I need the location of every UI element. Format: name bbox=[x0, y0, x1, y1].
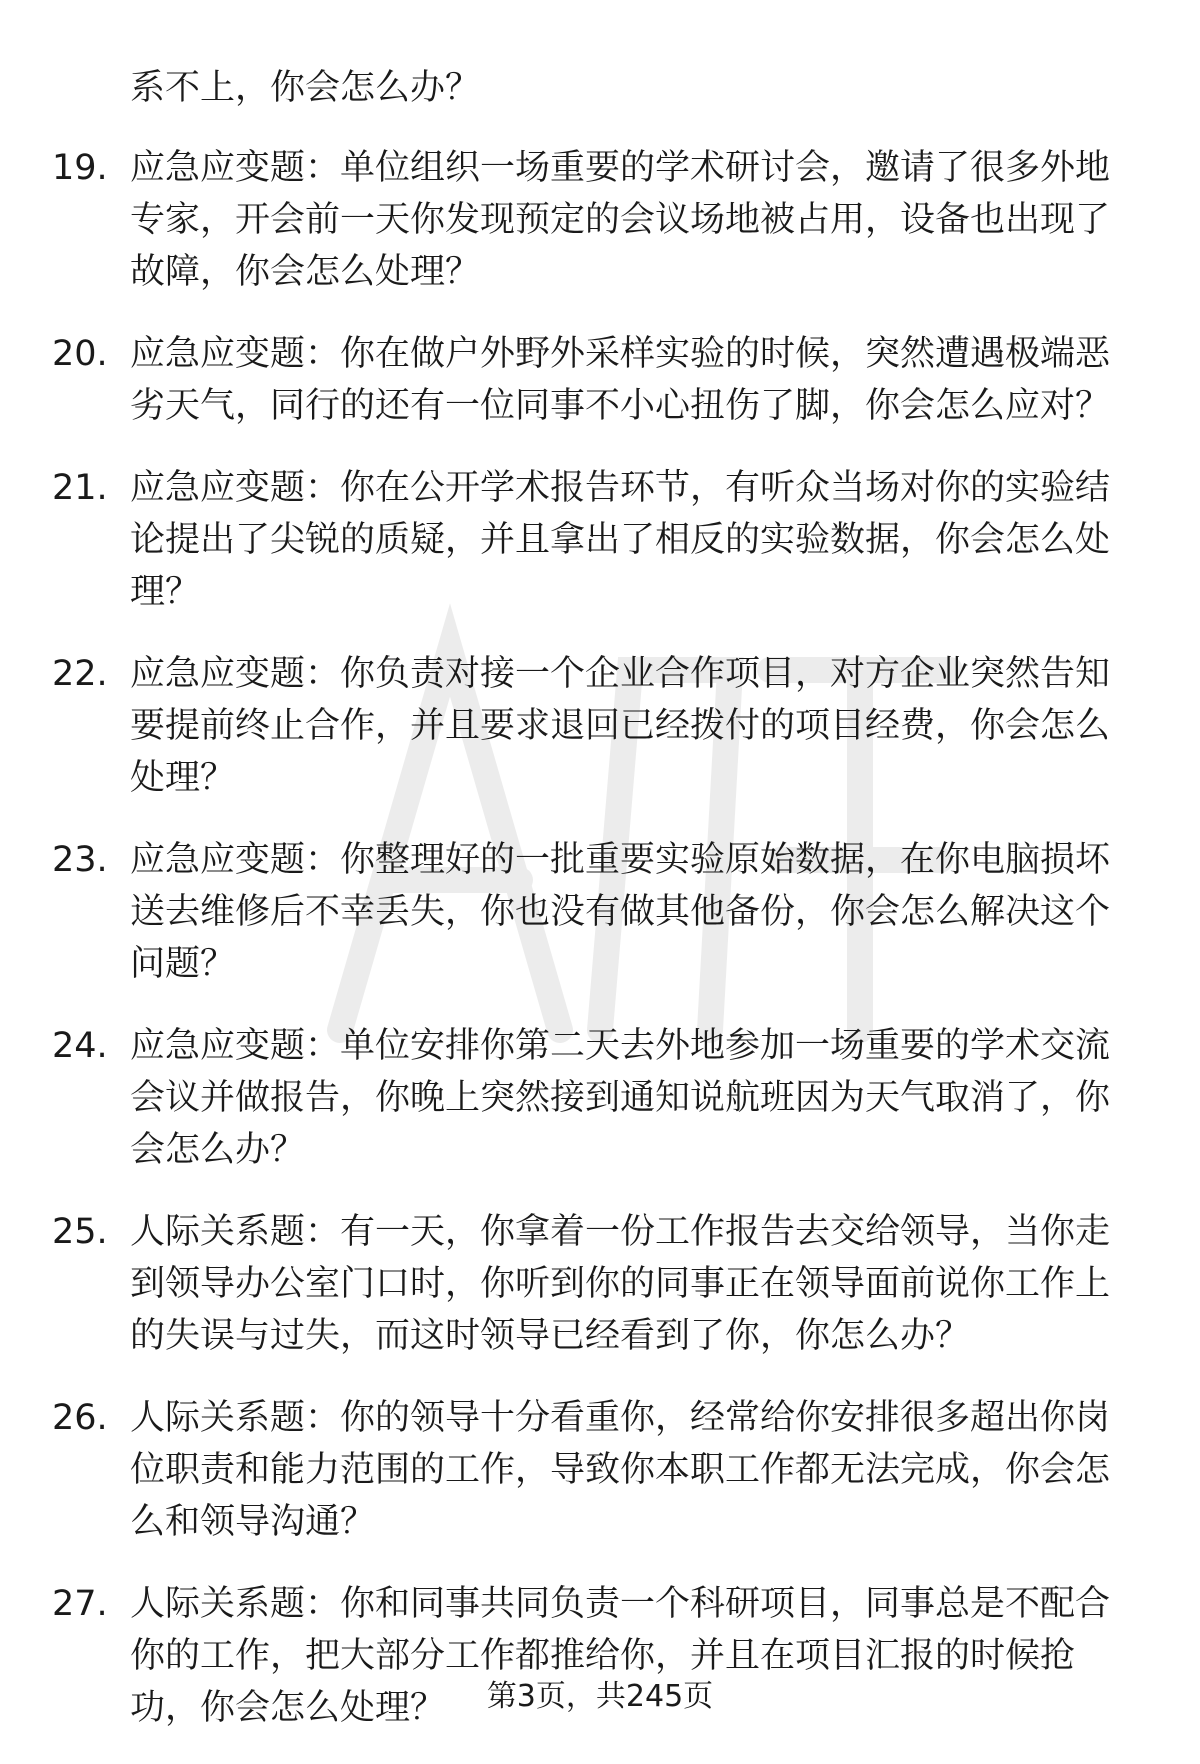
question-text: 人际关系题：你的领导十分看重你，经常给你安排很多超出你岗位职责和能力范围的工作，导致你本职工作都无法完成，你会怎么和领导沟通？ bbox=[130, 1398, 1111, 1542]
question-number: 22. bbox=[52, 654, 108, 694]
question-text: 应急应变题：你负责对接一个企业合作项目，对方企业突然告知要提前终止合作，并且要求退回已经拨付的项目经费，你会怎么处理？ bbox=[130, 654, 1111, 798]
question-item-25 bbox=[0, 1206, 1200, 1362]
question-item-20 bbox=[0, 328, 1200, 432]
question-item-26 bbox=[0, 1392, 1200, 1548]
question-number: 21. bbox=[52, 468, 108, 508]
question-number: 25. bbox=[52, 1212, 108, 1252]
question-item-23 bbox=[0, 834, 1200, 990]
question-number: 23. bbox=[52, 840, 108, 880]
question-number: 27. bbox=[52, 1584, 108, 1624]
continued-question-text: 系不上，你会怎么办？ bbox=[130, 68, 481, 108]
question-number: 24. bbox=[52, 1026, 108, 1066]
question-text: 人际关系题：你和同事共同负责一个科研项目，同事总是不配合你的工作，把大部分工作都推给你，并且在项目汇报的时候抢功，你会怎么处理？ bbox=[130, 1584, 1111, 1728]
question-number: 20. bbox=[52, 334, 108, 374]
question-text: 应急应变题：你在做户外野外采样实验的时候，突然遭遇极端恶劣天气，同行的还有一位同事不小心扭伤了脚，你会怎么应对？ bbox=[130, 334, 1111, 426]
question-text: 应急应变题：单位组织一场重要的学术研讨会，邀请了很多外地专家，开会前一天你发现预定的会议场地被占用，设备也出现了故障，你会怎么处理？ bbox=[130, 148, 1111, 292]
question-number: 26. bbox=[52, 1398, 108, 1438]
question-text: 应急应变题：单位安排你第二天去外地参加一场重要的学术交流会议并做报告，你晚上突然接到通知说航班因为天气取消了，你会怎么办？ bbox=[130, 1026, 1111, 1170]
question-text: 应急应变题：你在公开学术报告环节，有听众当场对你的实验结论提出了尖锐的质疑，并且拿出了相反的实验数据，你会怎么处理？ bbox=[130, 468, 1111, 612]
question-number: 19. bbox=[52, 148, 108, 188]
question-text: 应急应变题：你整理好的一批重要实验原始数据，在你电脑损坏送去维修后不幸丢失，你也没有做其他备份，你会怎么解决这个问题？ bbox=[130, 840, 1111, 984]
question-item-24 bbox=[0, 1020, 1200, 1176]
question-list bbox=[0, 142, 1200, 1764]
question-item-21 bbox=[0, 462, 1200, 618]
page-number-footer: 第3页，共245页 bbox=[486, 1679, 714, 1714]
question-text: 人际关系题：有一天，你拿着一份工作报告去交给领导，当你走到领导办公室门口时，你听到你的同事正在领导面前说你工作上的失误与过失，而这时领导已经看到了你，你怎么办？ bbox=[130, 1212, 1111, 1356]
question-item-22 bbox=[0, 648, 1200, 804]
question-item-19 bbox=[0, 142, 1200, 298]
